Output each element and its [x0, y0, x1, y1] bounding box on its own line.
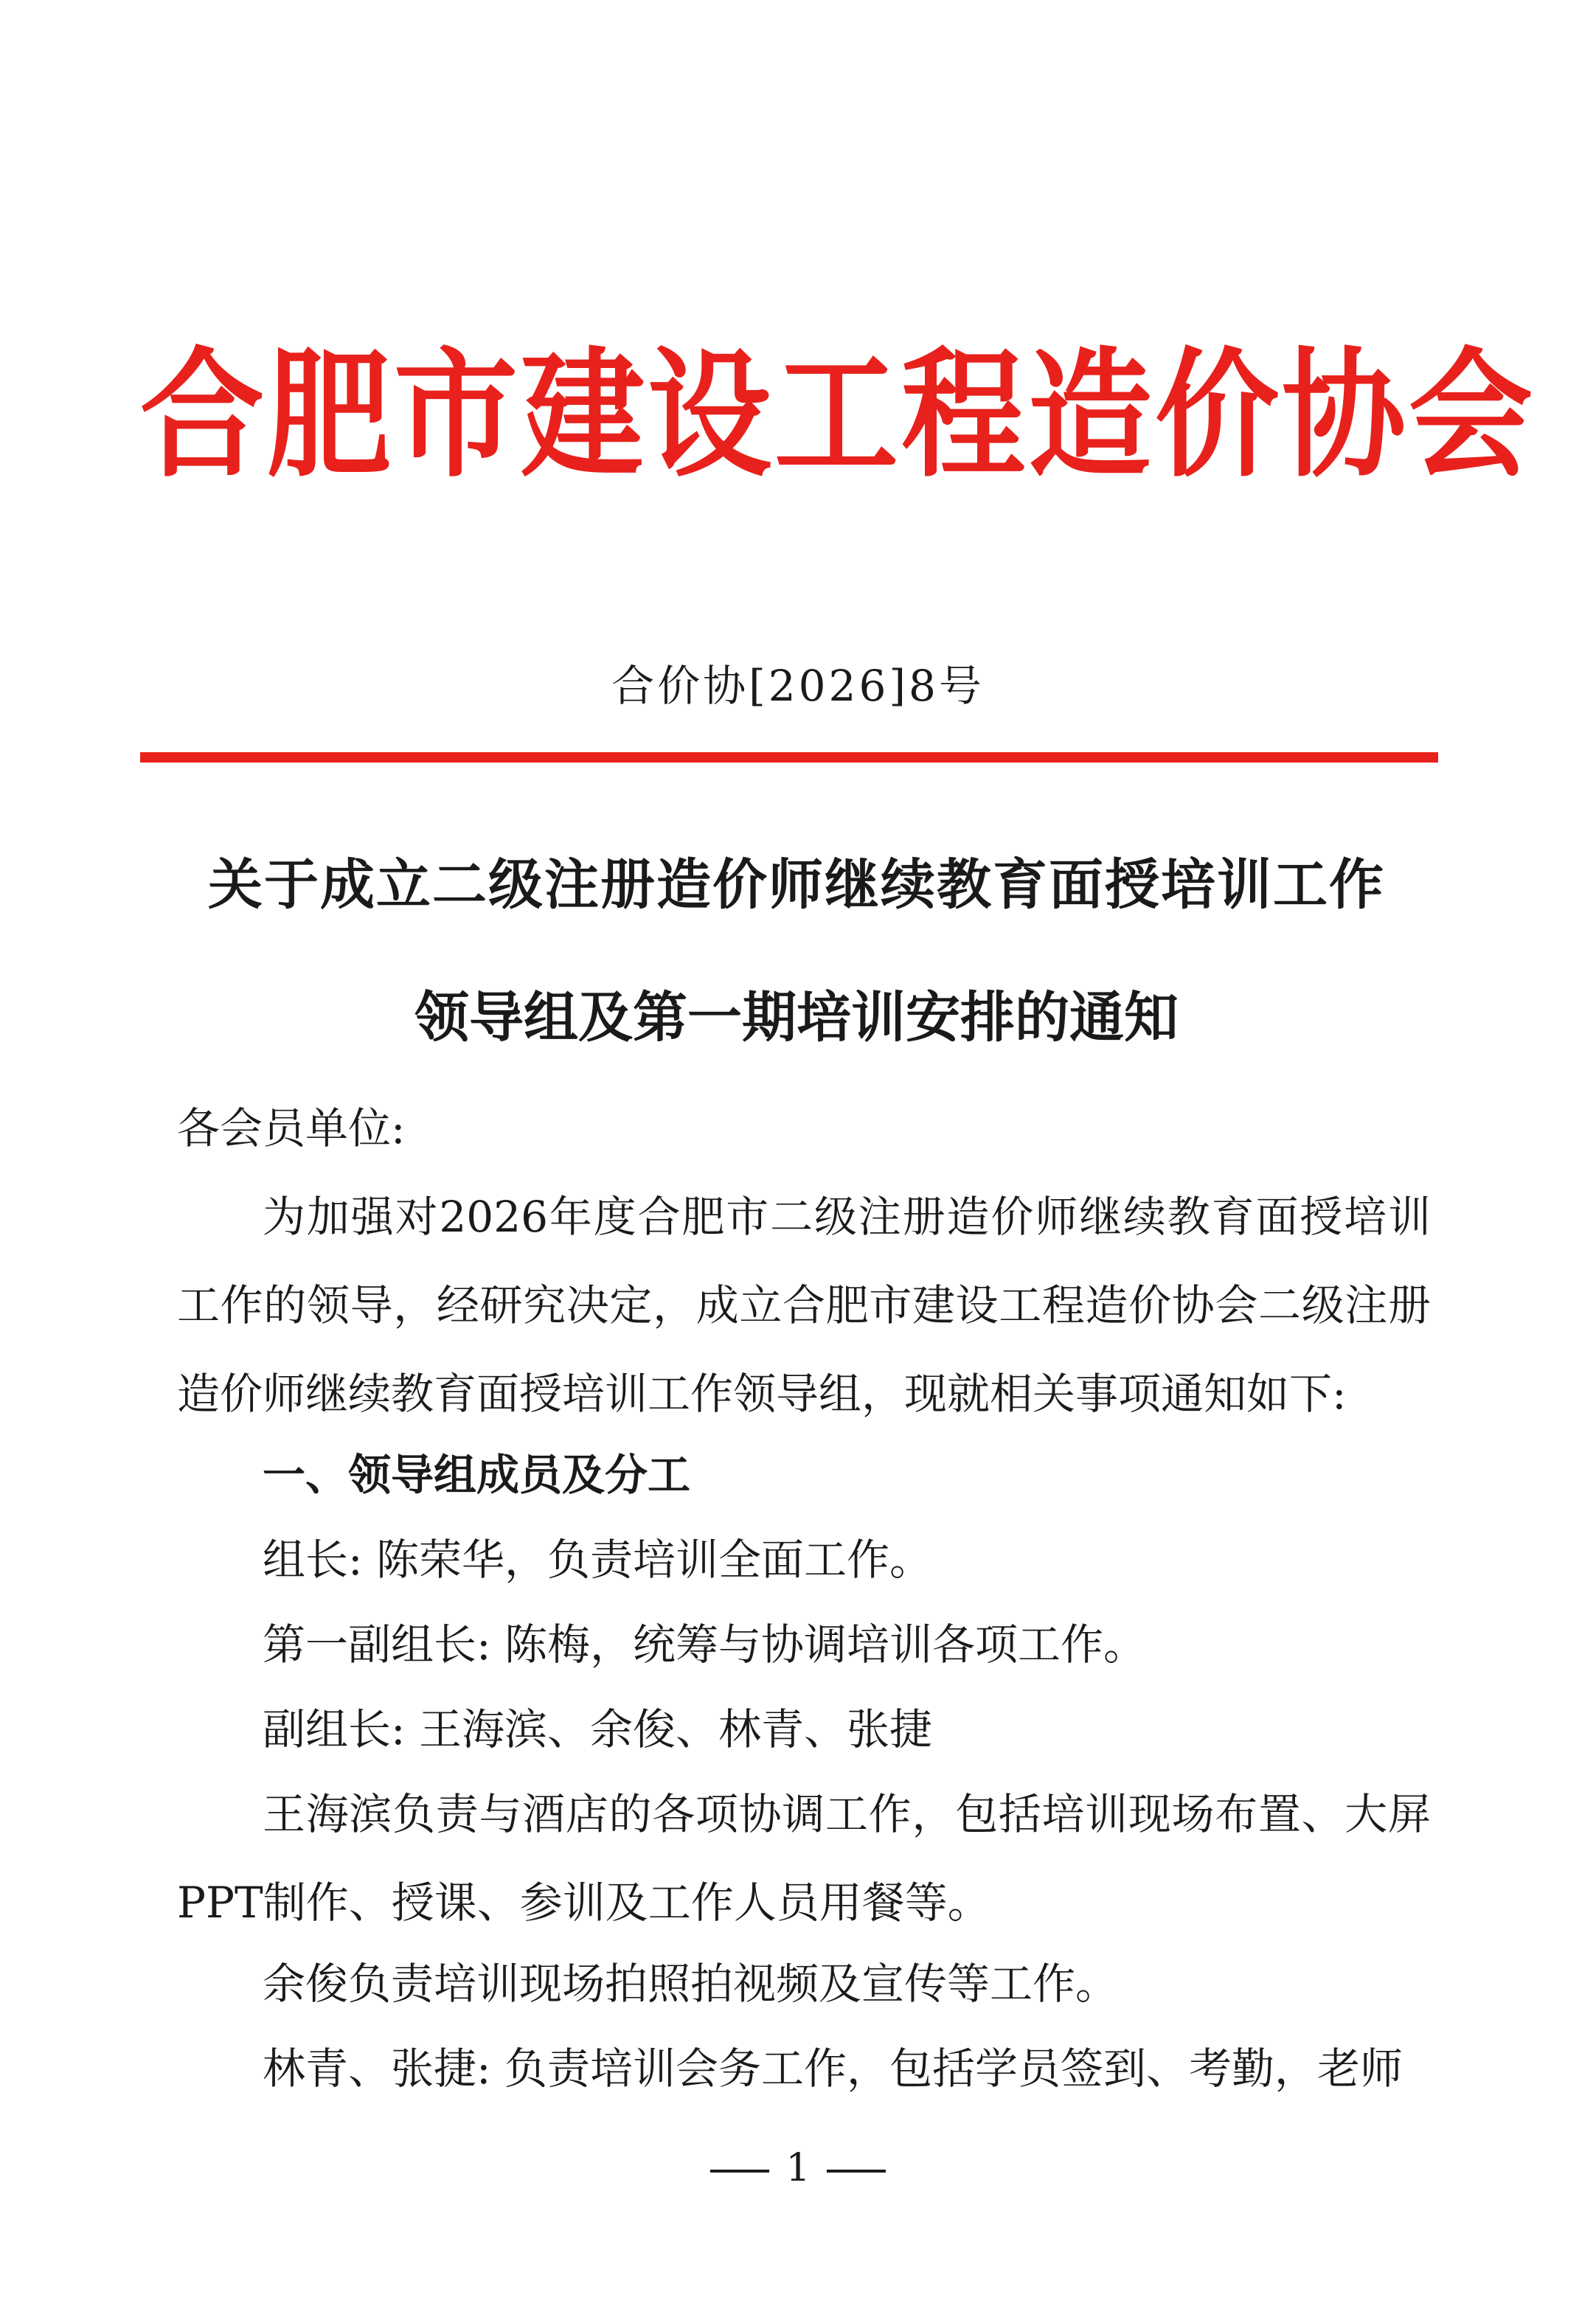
footer-dash-right — [827, 2170, 886, 2173]
duty-lin-zhang-paragraph: 林青、张捷: 负责培训会务工作，包括学员签到、考勤，老师 — [263, 2044, 1403, 2094]
footer-dash-left — [710, 2170, 769, 2173]
first-deputy-line: 第一副组长: 陈梅，统筹与协调培训各项工作。 — [263, 1619, 1146, 1670]
notice-title-line-2: 领导组及第一期培训安排的通知 — [414, 986, 1179, 1049]
section-heading-leadership: 一、领导组成员及分工 — [263, 1450, 691, 1500]
organization-letterhead: 合肥市建设工程造价协会 — [140, 334, 1536, 496]
red-divider-rule — [140, 752, 1438, 763]
leader-line: 组长: 陈荣华，负责培训全面工作。 — [263, 1535, 932, 1585]
notice-title-line-1: 关于成立二级注册造价师继续教育面授培训工作 — [208, 853, 1385, 917]
duty-wang-paragraph: 王海滨负责与酒店的各项协调工作，包括培训现场布置、大屏PPT制作、授课、参训及工作人员用餐等。 — [177, 1789, 1431, 1928]
page-footer — [0, 2142, 1596, 2194]
page-number: 1 — [785, 2146, 811, 2190]
intro-paragraph: 为加强对2026年度合肥市二级注册造价师继续教育面授培训工作的领导，经研究决定，成立合肥市建设工程造价协会二级注册造价师继续教育面授培训工作领导组，现就相关事项通知如下: — [177, 1192, 1431, 1419]
document-number: 合价协[2026]8号 — [611, 661, 985, 711]
duty-yu-paragraph: 余俊负责培训现场拍照拍视频及宣传等工作。 — [263, 1959, 1119, 2009]
deputies-line: 副组长: 王海滨、余俊、林青、张捷 — [263, 1704, 932, 1754]
salutation: 各会员单位: — [177, 1103, 406, 1153]
